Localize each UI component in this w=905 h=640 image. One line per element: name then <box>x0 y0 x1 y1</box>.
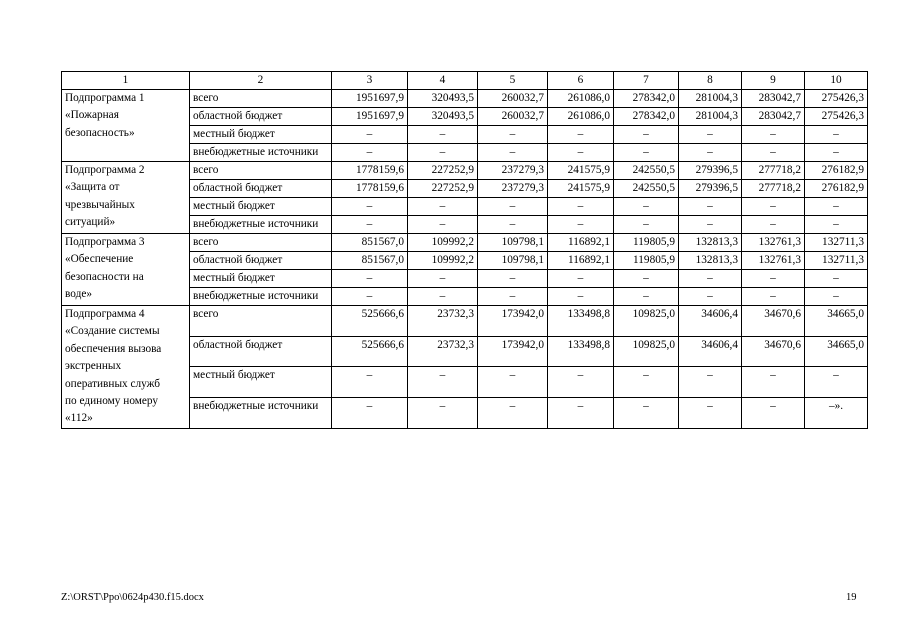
amount-cell: 278342,0 <box>614 90 679 108</box>
subprogram-name-line: безопасности на <box>65 270 144 283</box>
funding-source-cell: областной бюджет <box>190 252 332 270</box>
amount-cell: 23732,3 <box>408 336 478 367</box>
subprogram-name-line: «Обеспечение <box>65 253 134 266</box>
empty-value-cell: – <box>679 288 742 306</box>
empty-value-cell: – <box>679 398 742 429</box>
amount-cell: 278342,0 <box>614 108 679 126</box>
amount-cell: 281004,3 <box>679 90 742 108</box>
table-row <box>62 90 868 108</box>
empty-value-cell: – <box>478 144 548 162</box>
empty-value-cell: – <box>332 270 408 288</box>
table-row <box>62 162 868 180</box>
column-number-header: 6 <box>548 72 614 90</box>
empty-value-cell: – <box>614 144 679 162</box>
empty-value-cell: – <box>548 144 614 162</box>
amount-cell: 1951697,9 <box>332 90 408 108</box>
column-number-header: 7 <box>614 72 679 90</box>
empty-value-cell: – <box>805 367 868 398</box>
amount-cell: 34670,6 <box>742 336 805 367</box>
empty-value-cell: –». <box>805 398 868 429</box>
amount-cell: 851567,0 <box>332 252 408 270</box>
subprogram-name-line: чрезвычайных <box>65 198 135 211</box>
subprogram-name-cell <box>62 234 190 306</box>
subprogram-name-cell <box>62 90 190 162</box>
amount-cell: 109825,0 <box>614 336 679 367</box>
column-number-header: 1 <box>62 72 190 90</box>
amount-cell: 237279,3 <box>478 180 548 198</box>
amount-cell: 109825,0 <box>614 306 679 337</box>
table-row <box>62 234 868 252</box>
subprogram-name-line: ситуаций» <box>65 216 116 229</box>
empty-value-cell: – <box>478 198 548 216</box>
empty-value-cell: – <box>548 288 614 306</box>
empty-value-cell: – <box>614 270 679 288</box>
amount-cell: 34665,0 <box>805 336 868 367</box>
funding-source-cell: всего <box>190 162 332 180</box>
empty-value-cell: – <box>408 216 478 234</box>
amount-cell: 34670,6 <box>742 306 805 337</box>
funding-source-cell: всего <box>190 306 332 337</box>
empty-value-cell: – <box>408 126 478 144</box>
amount-cell: 276182,9 <box>805 180 868 198</box>
subprogram-name-cell <box>62 306 190 429</box>
amount-cell: 283042,7 <box>742 108 805 126</box>
empty-value-cell: – <box>408 270 478 288</box>
amount-cell: 260032,7 <box>478 90 548 108</box>
empty-value-cell: – <box>548 198 614 216</box>
column-number-header: 9 <box>742 72 805 90</box>
amount-cell: 227252,9 <box>408 180 478 198</box>
amount-cell: 237279,3 <box>478 162 548 180</box>
empty-value-cell: – <box>408 288 478 306</box>
empty-value-cell: – <box>614 126 679 144</box>
empty-value-cell: – <box>408 144 478 162</box>
empty-value-cell: – <box>614 398 679 429</box>
amount-cell: 279396,5 <box>679 162 742 180</box>
amount-cell: 227252,9 <box>408 162 478 180</box>
funding-source-cell: внебюджетные источники <box>190 216 332 234</box>
empty-value-cell: – <box>742 288 805 306</box>
empty-value-cell: – <box>548 398 614 429</box>
subprogram-name-line: «Пожарная <box>65 109 119 122</box>
subprogram-name-line: оперативных служб <box>65 377 161 390</box>
amount-cell: 277718,2 <box>742 162 805 180</box>
amount-cell: 109798,1 <box>478 252 548 270</box>
subprogram-name-line: экстренных <box>65 360 122 373</box>
funding-source-cell: областной бюджет <box>190 180 332 198</box>
footer-file-path: Z:\ORST\Ppo\0624p430.f15.docx <box>61 592 204 603</box>
subprogram-name-line: безопасность» <box>65 126 135 139</box>
empty-value-cell: – <box>614 367 679 398</box>
funding-source-cell: областной бюджет <box>190 336 332 367</box>
amount-cell: 132813,3 <box>679 234 742 252</box>
empty-value-cell: – <box>805 126 868 144</box>
amount-cell: 173942,0 <box>478 306 548 337</box>
amount-cell: 260032,7 <box>478 108 548 126</box>
empty-value-cell: – <box>679 126 742 144</box>
funding-source-cell: местный бюджет <box>190 270 332 288</box>
empty-value-cell: – <box>742 144 805 162</box>
amount-cell: 279396,5 <box>679 180 742 198</box>
subprogram-name-line: «Создание системы <box>65 325 160 338</box>
subprogram-name-line: Подпрограмма 3 <box>65 236 145 248</box>
table-header-row <box>62 72 868 90</box>
funding-source-cell: местный бюджет <box>190 198 332 216</box>
empty-value-cell: – <box>478 270 548 288</box>
amount-cell: 109992,2 <box>408 234 478 252</box>
empty-value-cell: – <box>332 288 408 306</box>
funding-source-cell: местный бюджет <box>190 126 332 144</box>
amount-cell: 320493,5 <box>408 90 478 108</box>
empty-value-cell: – <box>742 367 805 398</box>
subprogram-name-line: Подпрограмма 4 <box>65 308 145 320</box>
amount-cell: 132761,3 <box>742 252 805 270</box>
empty-value-cell: – <box>548 126 614 144</box>
amount-cell: 119805,9 <box>614 234 679 252</box>
empty-value-cell: – <box>332 144 408 162</box>
empty-value-cell: – <box>805 198 868 216</box>
subprogram-name-line: Подпрограмма 1 <box>65 92 145 104</box>
table-row <box>62 306 868 337</box>
empty-value-cell: – <box>408 398 478 429</box>
amount-cell: 241575,9 <box>548 180 614 198</box>
amount-cell: 525666,6 <box>332 306 408 337</box>
amount-cell: 133498,8 <box>548 306 614 337</box>
empty-value-cell: – <box>679 270 742 288</box>
amount-cell: 525666,6 <box>332 336 408 367</box>
empty-value-cell: – <box>805 144 868 162</box>
amount-cell: 173942,0 <box>478 336 548 367</box>
amount-cell: 851567,0 <box>332 234 408 252</box>
empty-value-cell: – <box>805 216 868 234</box>
empty-value-cell: – <box>478 288 548 306</box>
amount-cell: 23732,3 <box>408 306 478 337</box>
amount-cell: 116892,1 <box>548 234 614 252</box>
amount-cell: 261086,0 <box>548 90 614 108</box>
empty-value-cell: – <box>408 367 478 398</box>
empty-value-cell: – <box>614 288 679 306</box>
amount-cell: 34606,4 <box>679 336 742 367</box>
empty-value-cell: – <box>548 216 614 234</box>
amount-cell: 132761,3 <box>742 234 805 252</box>
amount-cell: 1951697,9 <box>332 108 408 126</box>
empty-value-cell: – <box>679 198 742 216</box>
empty-value-cell: – <box>478 216 548 234</box>
amount-cell: 276182,9 <box>805 162 868 180</box>
empty-value-cell: – <box>614 198 679 216</box>
amount-cell: 132711,3 <box>805 234 868 252</box>
funding-source-cell: внебюджетные источники <box>190 288 332 306</box>
budget-table <box>61 71 868 429</box>
amount-cell: 320493,5 <box>408 108 478 126</box>
amount-cell: 242550,5 <box>614 180 679 198</box>
empty-value-cell: – <box>478 398 548 429</box>
empty-value-cell: – <box>742 126 805 144</box>
amount-cell: 119805,9 <box>614 252 679 270</box>
subprogram-name-cell <box>62 162 190 234</box>
amount-cell: 116892,1 <box>548 252 614 270</box>
empty-value-cell: – <box>332 126 408 144</box>
empty-value-cell: – <box>332 198 408 216</box>
funding-source-cell: всего <box>190 234 332 252</box>
page-number: 19 <box>846 592 857 603</box>
amount-cell: 261086,0 <box>548 108 614 126</box>
funding-source-cell: местный бюджет <box>190 367 332 398</box>
empty-value-cell: – <box>332 398 408 429</box>
empty-value-cell: – <box>742 216 805 234</box>
amount-cell: 132711,3 <box>805 252 868 270</box>
amount-cell: 242550,5 <box>614 162 679 180</box>
funding-source-cell: областной бюджет <box>190 108 332 126</box>
amount-cell: 34665,0 <box>805 306 868 337</box>
subprogram-name-line: «112» <box>65 412 93 425</box>
column-number-header: 8 <box>679 72 742 90</box>
empty-value-cell: – <box>742 198 805 216</box>
empty-value-cell: – <box>679 216 742 234</box>
amount-cell: 275426,3 <box>805 108 868 126</box>
amount-cell: 109992,2 <box>408 252 478 270</box>
funding-source-cell: внебюджетные источники <box>190 144 332 162</box>
empty-value-cell: – <box>614 216 679 234</box>
empty-value-cell: – <box>548 270 614 288</box>
amount-cell: 133498,8 <box>548 336 614 367</box>
empty-value-cell: – <box>478 367 548 398</box>
subprogram-name-line: обеспечения вызова <box>65 342 162 355</box>
subprogram-name-line: по единому номеру <box>65 395 159 408</box>
amount-cell: 1778159,6 <box>332 162 408 180</box>
amount-cell: 1778159,6 <box>332 180 408 198</box>
empty-value-cell: – <box>679 144 742 162</box>
amount-cell: 109798,1 <box>478 234 548 252</box>
subprogram-name-line: Подпрограмма 2 <box>65 164 145 176</box>
column-number-header: 2 <box>190 72 332 90</box>
empty-value-cell: – <box>742 398 805 429</box>
subprogram-name-line: «Защита от <box>65 181 120 194</box>
empty-value-cell: – <box>805 270 868 288</box>
empty-value-cell: – <box>332 367 408 398</box>
amount-cell: 34606,4 <box>679 306 742 337</box>
amount-cell: 241575,9 <box>548 162 614 180</box>
empty-value-cell: – <box>805 288 868 306</box>
empty-value-cell: – <box>478 126 548 144</box>
amount-cell: 283042,7 <box>742 90 805 108</box>
subprogram-name-line: воде» <box>65 288 92 301</box>
column-number-header: 4 <box>408 72 478 90</box>
amount-cell: 275426,3 <box>805 90 868 108</box>
empty-value-cell: – <box>408 198 478 216</box>
empty-value-cell: – <box>742 270 805 288</box>
empty-value-cell: – <box>332 216 408 234</box>
amount-cell: 281004,3 <box>679 108 742 126</box>
empty-value-cell: – <box>679 367 742 398</box>
empty-value-cell: – <box>548 367 614 398</box>
column-number-header: 10 <box>805 72 868 90</box>
funding-source-cell: всего <box>190 90 332 108</box>
column-number-header: 3 <box>332 72 408 90</box>
amount-cell: 132813,3 <box>679 252 742 270</box>
funding-source-cell: внебюджетные источники <box>190 398 332 429</box>
column-number-header: 5 <box>478 72 548 90</box>
amount-cell: 277718,2 <box>742 180 805 198</box>
